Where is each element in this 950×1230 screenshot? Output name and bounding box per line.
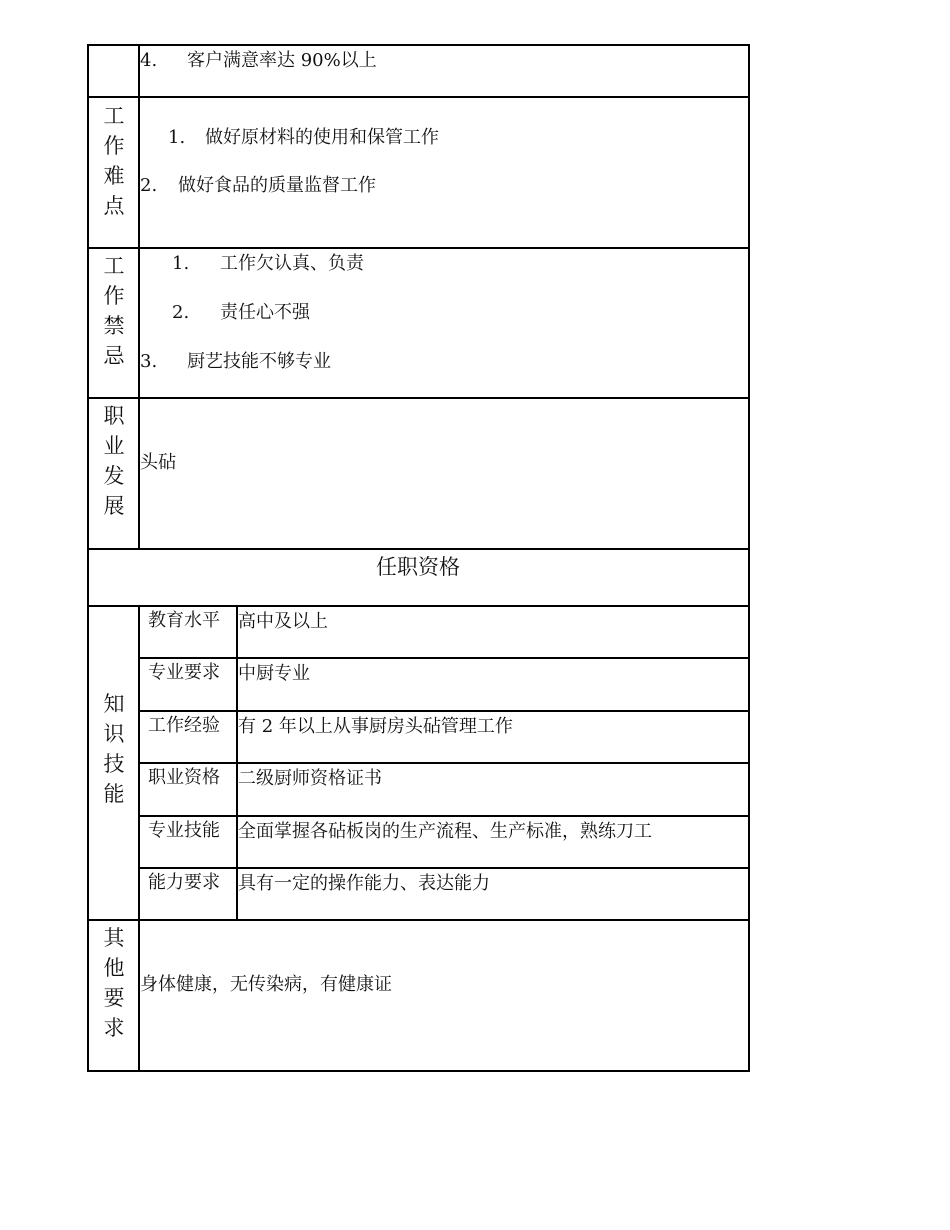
item-number: 2. — [140, 175, 158, 196]
table-border — [87, 44, 750, 46]
taboo-item — [140, 351, 331, 373]
item-number: 3. — [140, 351, 158, 372]
career-label — [88, 401, 140, 521]
table-border — [87, 548, 750, 550]
label-char: 禁 — [103, 314, 125, 338]
item-text: 做好食品的质量监督工作 — [178, 175, 376, 196]
table-border — [139, 867, 750, 869]
difficulty-item — [140, 175, 376, 197]
item-text: 工作欠认真、负责 — [220, 253, 364, 274]
label-char: 要 — [103, 986, 125, 1010]
label-char: 技 — [103, 752, 125, 776]
label-char: 展 — [103, 494, 125, 518]
difficulty-item — [168, 127, 439, 149]
goal-item — [140, 50, 377, 72]
label-char: 作 — [103, 284, 125, 308]
knowledge-label — [88, 689, 140, 809]
label-char: 作 — [103, 134, 125, 158]
knowledge-value: 二级厨师资格证书 — [238, 768, 382, 789]
label-char: 知 — [103, 692, 125, 716]
knowledge-value: 中厨专业 — [238, 663, 310, 684]
label-char: 点 — [103, 194, 125, 218]
table-border — [139, 815, 750, 817]
label-char: 他 — [103, 956, 125, 980]
table-border — [87, 605, 750, 607]
label-char: 难 — [103, 164, 125, 188]
item-text: 客户满意率达 90%以上 — [187, 50, 377, 71]
table-border — [87, 397, 750, 399]
item-text: 责任心不强 — [220, 302, 310, 323]
knowledge-key: 职业资格 — [148, 767, 220, 788]
difficulty-label — [88, 101, 140, 221]
label-char: 忌 — [103, 344, 125, 368]
table-border — [748, 44, 750, 1072]
taboo-item — [172, 253, 364, 275]
table-border — [87, 919, 750, 921]
item-text: 做好原材料的使用和保管工作 — [205, 127, 439, 148]
item-number: 1. — [172, 253, 190, 274]
table-border — [87, 1070, 750, 1072]
knowledge-value: 有 2 年以上从事厨房头砧管理工作 — [238, 716, 513, 737]
item-number: 1. — [168, 127, 186, 148]
label-char: 发 — [103, 464, 125, 488]
label-char: 业 — [103, 434, 125, 458]
table-border — [139, 762, 750, 764]
item-text: 厨艺技能不够专业 — [187, 351, 331, 372]
knowledge-key: 专业技能 — [148, 820, 220, 841]
knowledge-value: 具有一定的操作能力、表达能力 — [238, 873, 490, 894]
label-char: 职 — [103, 404, 125, 428]
label-char: 工 — [103, 104, 125, 128]
knowledge-key: 教育水平 — [148, 610, 220, 631]
career-text: 头砧 — [140, 452, 176, 473]
label-char: 识 — [103, 722, 125, 746]
other-label — [88, 923, 140, 1043]
table-border — [87, 247, 750, 249]
section-title-qualification: 任职资格 — [376, 555, 460, 579]
table-border — [139, 710, 750, 712]
knowledge-key: 专业要求 — [148, 662, 220, 683]
other-text: 身体健康，无传染病，有健康证 — [140, 974, 392, 995]
knowledge-key: 工作经验 — [148, 715, 220, 736]
knowledge-value: 全面掌握各砧板岗的生产流程、生产标准，熟练刀工 — [238, 821, 652, 842]
label-char: 其 — [103, 926, 125, 950]
table-border — [87, 96, 750, 98]
label-char: 求 — [103, 1016, 125, 1040]
taboo-item — [172, 302, 310, 324]
knowledge-value: 高中及以上 — [238, 611, 328, 632]
item-number: 4. — [140, 50, 158, 71]
table-border — [139, 657, 750, 659]
taboo-label — [88, 251, 140, 371]
item-number: 2. — [172, 302, 190, 323]
label-char: 工 — [103, 254, 125, 278]
knowledge-key: 能力要求 — [148, 872, 220, 893]
label-char: 能 — [103, 782, 125, 806]
